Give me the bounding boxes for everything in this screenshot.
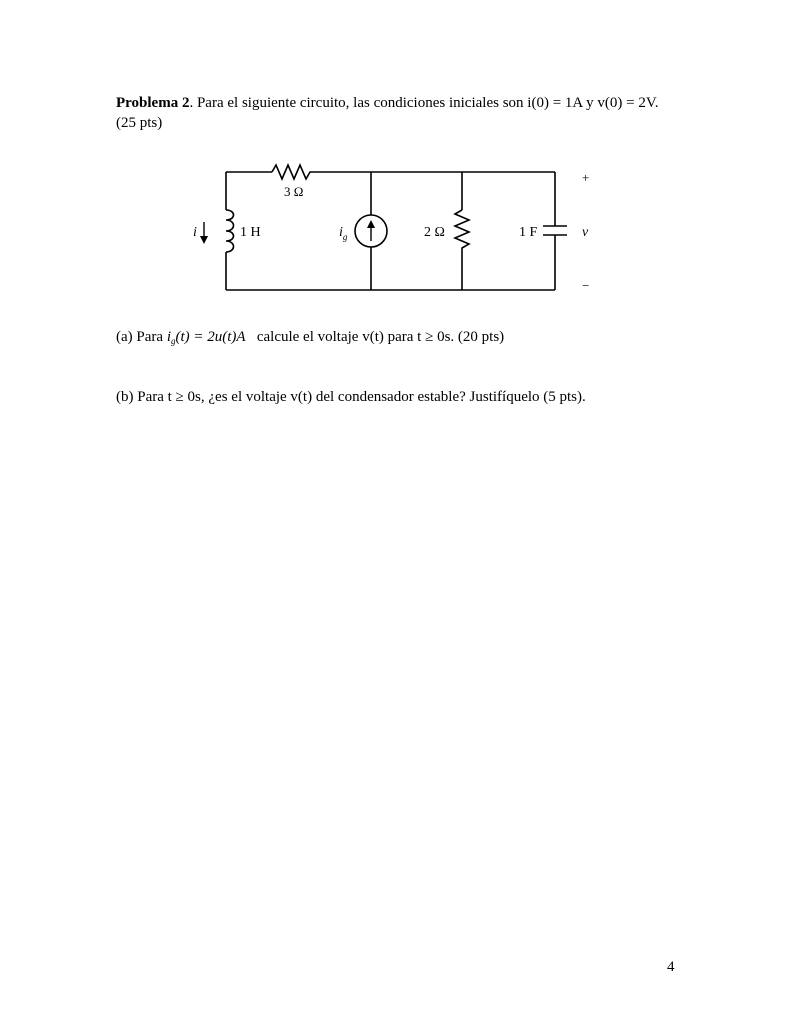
problem-text: . Para el siguiente circuito, las condiciones iniciales son i(0) = 1A y v(0) = 2V. (25 pts) [116, 95, 659, 131]
shunt-resistor-label: 2 Ω [424, 225, 445, 240]
series-resistor [272, 165, 314, 179]
minus-sign: − [582, 278, 590, 293]
inductor-coil [226, 210, 234, 252]
plus-sign: + [582, 170, 590, 185]
source-arrow-head [367, 220, 375, 228]
voltage-label: v [582, 225, 589, 240]
source-label: $i_g$ [339, 225, 348, 242]
part-a-suffix: calcule el voltaje v(t) para t ≥ 0s. (20 pts) [256, 329, 505, 345]
page-number: 4 [667, 959, 675, 975]
part-a [116, 327, 504, 351]
inductor-current-arrow-head [200, 236, 208, 244]
inductor-label: 1 H [240, 225, 261, 240]
problem-heading: Problema 2 [116, 95, 190, 111]
shunt-resistor [455, 210, 469, 252]
series-resistor-label: 3 Ω [284, 184, 304, 199]
inductor-current-label: i [193, 225, 197, 240]
part-a-equation: $i_g(t) = 2u(t)A$ [166, 329, 246, 346]
capacitor-label: 1 F [519, 225, 538, 240]
part-b: (b) Para t ≥ 0s, ¿es el voltaje v(t) del condensador estable? Justifíquelo (5 pts). [116, 389, 586, 405]
part-a-prefix: (a) Para [116, 329, 164, 345]
